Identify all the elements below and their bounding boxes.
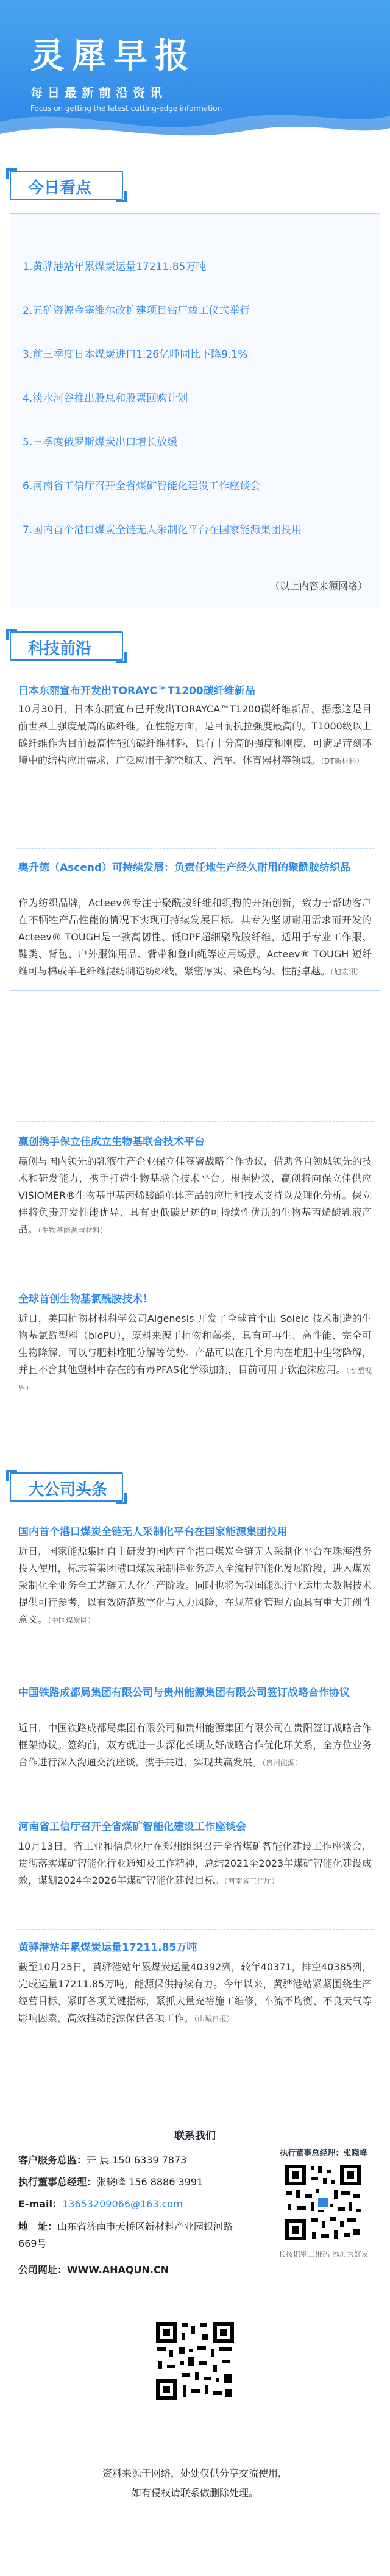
website-link[interactable]: WWW.AHAQUN.CN xyxy=(67,2264,169,2276)
corner-mark xyxy=(6,629,17,640)
contact-director: 执行董事总经理：张晓峰 156 8886 3991 xyxy=(18,2176,204,2188)
email-link[interactable]: 13653209066@163.com xyxy=(62,2198,183,2210)
corner-mark xyxy=(116,1493,127,1504)
headlines-source: （以上内容来源网络） xyxy=(269,580,367,592)
contact-address: 地 址：山东省济南市天桥区新材料产业园银河路669号 xyxy=(18,2221,233,2249)
corner-mark xyxy=(116,191,127,202)
tech-news-body: 10月30日，日本东丽宣布已开发出TORAYCA™T1200碳纤维新品。据悉这是目前世界上强度最高的碳纤维。在性能方面，是目前抗拉强度最高的。T1000级以上碳纤维作为目前最高性能的碳纤维材料，具有十分高的强度和刚度，可满足苛刻环境中的结构应用需求，广泛应用于航空航天、汽车、体育器材等领域。（DT新材料） xyxy=(18,703,372,766)
tech-news-title[interactable]: 日本东丽宣布开发出TORAYC™T1200碳纤维新品 xyxy=(18,685,255,697)
headline-item[interactable]: 2.五矿资源金塞维尔改扩建项目钻厂竣工仪式举行 xyxy=(23,305,250,317)
wechat-qr-code[interactable] xyxy=(280,2160,366,2245)
section-title-today: 今日看点 xyxy=(10,171,123,200)
corner-mark xyxy=(116,652,127,663)
company-news-body: 近日，中国铁路成都局集团有限公司和贵州能源集团有限公司在贵阳签订战略合作框架协议。签约前，双方就进一步深化长期友好战略合作优化环关系，全方位业务合作进行深入沟通交流座谈，携手共进，实现共赢发展。（贵州能源） xyxy=(18,1722,372,1768)
footer-note: 资料来源于网络，处处仅供分享交流使用， xyxy=(102,2468,288,2479)
headline-item[interactable]: 5.三季度俄罗斯煤炭出口增长放缓 xyxy=(23,436,178,449)
official-account-qr-code[interactable] xyxy=(152,2318,238,2404)
tech-news-title[interactable]: 奥升德（Ascend）可持续发展：负责任地生产经久耐用的聚酰胺纺织品 xyxy=(18,862,351,874)
company-news-body: 截至10月25日，黄骅港站年累煤炭运量40392列，较年40371，排空40385列，完成运量17211.85万吨，能源保供持续有力。今年以来，黄骅港站紧紧围绕生产经营目标，紧盯各项关键指标，紧抓大量充裕施工维修，车流不均衡、不良天气等影响因素，高效推动能源保供各项工作。（山城日报） xyxy=(18,1961,372,2024)
brand-title: 灵犀早报 xyxy=(30,37,196,76)
headline-item[interactable]: 6.河南省工信厅召开全省煤矿智能化建设工作座谈会 xyxy=(23,480,261,492)
qr-label: 执行董事总经理：张晓峰 xyxy=(280,2149,367,2158)
brand-block xyxy=(30,29,222,113)
header-banner xyxy=(0,0,390,145)
divider xyxy=(17,1121,374,1122)
tech-news-title[interactable]: 全球首创生物基氯酰胺技术！ xyxy=(18,1293,153,1305)
contact-email: E-mail：13653209066@163.com xyxy=(18,2198,183,2210)
company-news-title[interactable]: 黄骅港站年累煤炭运量17211.85万吨 xyxy=(18,1942,197,1954)
headlines-card xyxy=(10,213,380,608)
tech-news-title[interactable]: 赢创携手保立佳成立生物基联合技术平台 xyxy=(18,1136,205,1148)
headline-item[interactable]: 1.黄骅港站年累煤炭运量17211.85万吨 xyxy=(23,261,207,273)
headline-item[interactable]: 4.淡水河谷推出股息和股票回购计划 xyxy=(23,392,188,405)
company-news-title[interactable]: 国内首个港口煤炭全链无人采制化平台在国家能源集团投用 xyxy=(18,1526,288,1538)
company-news-title[interactable]: 河南省工信厅召开全省煤矿智能化建设工作座谈会 xyxy=(18,1821,246,1833)
qr-caption: 长按识别二维码 添加为好友 xyxy=(278,2250,369,2258)
section-title-tech: 科技前沿 xyxy=(10,631,123,661)
headline-item[interactable]: 3.前三季度日本煤炭进口1.26亿吨同比下降9.1% xyxy=(23,349,248,361)
brand-subtitle: 每日最新前沿资讯 xyxy=(30,85,167,100)
contact-website: 公司网址：WWW.AHAQUN.CN xyxy=(18,2264,169,2276)
tech-news-body: 赢创与国内领先的乳液生产企业保立佳签署战略合作协议，借助各自领域领先的技术和研发能力，携手打造生物基联合技术平台。根据协议，赢创将向保立佳供应VISIOMER®生物基甲基丙烯酸酯单体产品的应用和技术支持以及理化分析。保立佳将负责开发性能优异、具有更低碳足迹的可持续性优质的生物基丙烯酸乳液产品。（生物基能源与材料） xyxy=(18,1155,372,1235)
contact-title: 联系我们 xyxy=(174,2130,216,2142)
divider xyxy=(17,848,374,849)
section-title-company: 大公司头条 xyxy=(10,1472,123,1502)
company-news-title[interactable]: 中国铁路成都局集团有限公司与贵州能源集团有限公司签订战略合作协议 xyxy=(18,1687,350,1699)
contact-service: 客户服务总监：开 晨 150 6339 7873 xyxy=(18,2154,187,2166)
tech-news-body: 近日，美国植物材料科学公司Algenesis 开发了全球首个由 Soleic 技术制造的生物基氯酰型料（bioPU），原料来源于植物和藻类，具有可再生、高性能、完全可生物降解、可以与肥料堆肥分解等优势。产品可以在几个月内在堆肥中生物降解，并且不含其他塑料中存在的有毒PFAS化学添加剂，目前可用于软泡沫应用。（专塑视界） xyxy=(18,1313,372,1393)
company-news-body: 近日，国家能源集团自主研发的国内首个港口煤炭全链无人采制化平台在珠海港务投入使用，标志着集团港口煤炭采制样业务迈入全流程智能化发展阶段，进入煤炭采制化全业务全工艺链无人化生产阶段。同时也将为我国能源行业运用大数据技术提供可行参考，以有效防范数字化与人力风险，在规范化管理方面具有重大开创性意义。（中国煤炭网） xyxy=(18,1545,372,1625)
corner-mark xyxy=(6,168,17,179)
divider xyxy=(17,1929,374,1930)
headline-item[interactable]: 7.国内首个港口煤炭全链无人采制化平台在国家能源集团投用 xyxy=(23,524,302,536)
footer-note: 如有侵权请联系做删除处理。 xyxy=(131,2487,258,2499)
tech-news-body: 作为纺织品牌，Acteev®专注于聚酰胺纤维和织物的开拓创新，致力于帮助客户在不牺牲产品性能的情况下实现可持续发展目标。其专为坚韧耐用需求而开发的Acteev® TOUGH是一款高韧性、低DPF超细聚酰胺纤维，适用于专业工作服、鞋类、背包、户外服饰用品、背带和登山绳等应用场景。Acteev® TOUGH 短纤维可与棉或羊毛纤维混纺制造纺纱线，紧密厚实、染色均匀、性能卓越。（旭宏讯） xyxy=(18,897,372,977)
corner-mark xyxy=(6,1470,17,1481)
brand-tagline: Focus on getting the latest cutting-edge information xyxy=(30,104,222,113)
company-news-body: 10月13日，省工业和信息化厅在郑州组织召开全省煤矿智能化建设工作座谈会，贯彻落实煤矿智能化行业通知及工作精神，总结2021至2023年煤矿智能化建设成效，谋划2024至2026年煤矿智能化建设目标。（河南省工信厅） xyxy=(18,1840,372,1886)
